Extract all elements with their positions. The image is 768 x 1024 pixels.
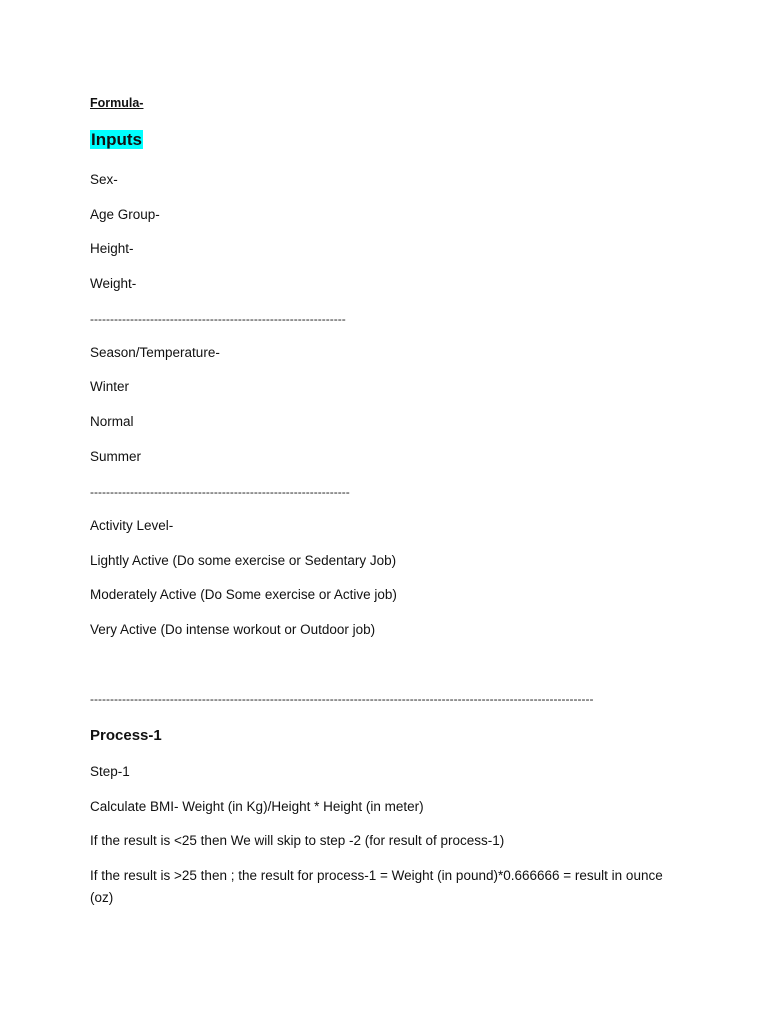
calculate-bmi-text: Calculate BMI- Weight (in Kg)/Height * Height (in meter) <box>90 799 424 814</box>
formula-label: Formula- <box>90 96 144 110</box>
season-normal: Normal <box>90 414 134 429</box>
activity-lightly-active: Lightly Active (Do some exercise or Sedentary Job) <box>90 553 397 568</box>
step-1-label: Step-1 <box>90 764 130 779</box>
age-group-label: Age Group- <box>90 207 160 222</box>
activity-very-active: Very Active (Do intense workout or Outdoor job) <box>90 622 376 637</box>
season-label: Season/Temperature- <box>90 345 220 360</box>
divider-line-1: ---------------------------------------------------------------- <box>90 312 346 326</box>
result-greater-than-25-text: If the result is >25 then ; the result for process-1 = Weight (in pound)*0.666666 = result in ounce (oz) <box>90 868 663 905</box>
inputs-heading <box>90 128 143 152</box>
season-winter: Winter <box>90 379 130 394</box>
divider-line-2: ----------------------------------------------------------------- <box>90 485 350 499</box>
activity-moderately-active: Moderately Active (Do Some exercise or Active job) <box>90 587 397 602</box>
process-1-heading: Process-1 <box>90 727 162 744</box>
inputs-heading-highlight: Inputs <box>91 130 142 149</box>
sex-label: Sex- <box>90 172 118 187</box>
weight-label: Weight- <box>90 276 137 291</box>
divider-line-3: ------------------------------------------------------------------------------------------------------------------------------ <box>90 692 594 706</box>
height-label: Height- <box>90 241 134 256</box>
season-summer: Summer <box>90 449 142 464</box>
result-less-than-25-text: If the result is <25 then We will skip to step -2 (for result of process-1) <box>90 833 505 848</box>
activity-level-label: Activity Level- <box>90 518 174 533</box>
